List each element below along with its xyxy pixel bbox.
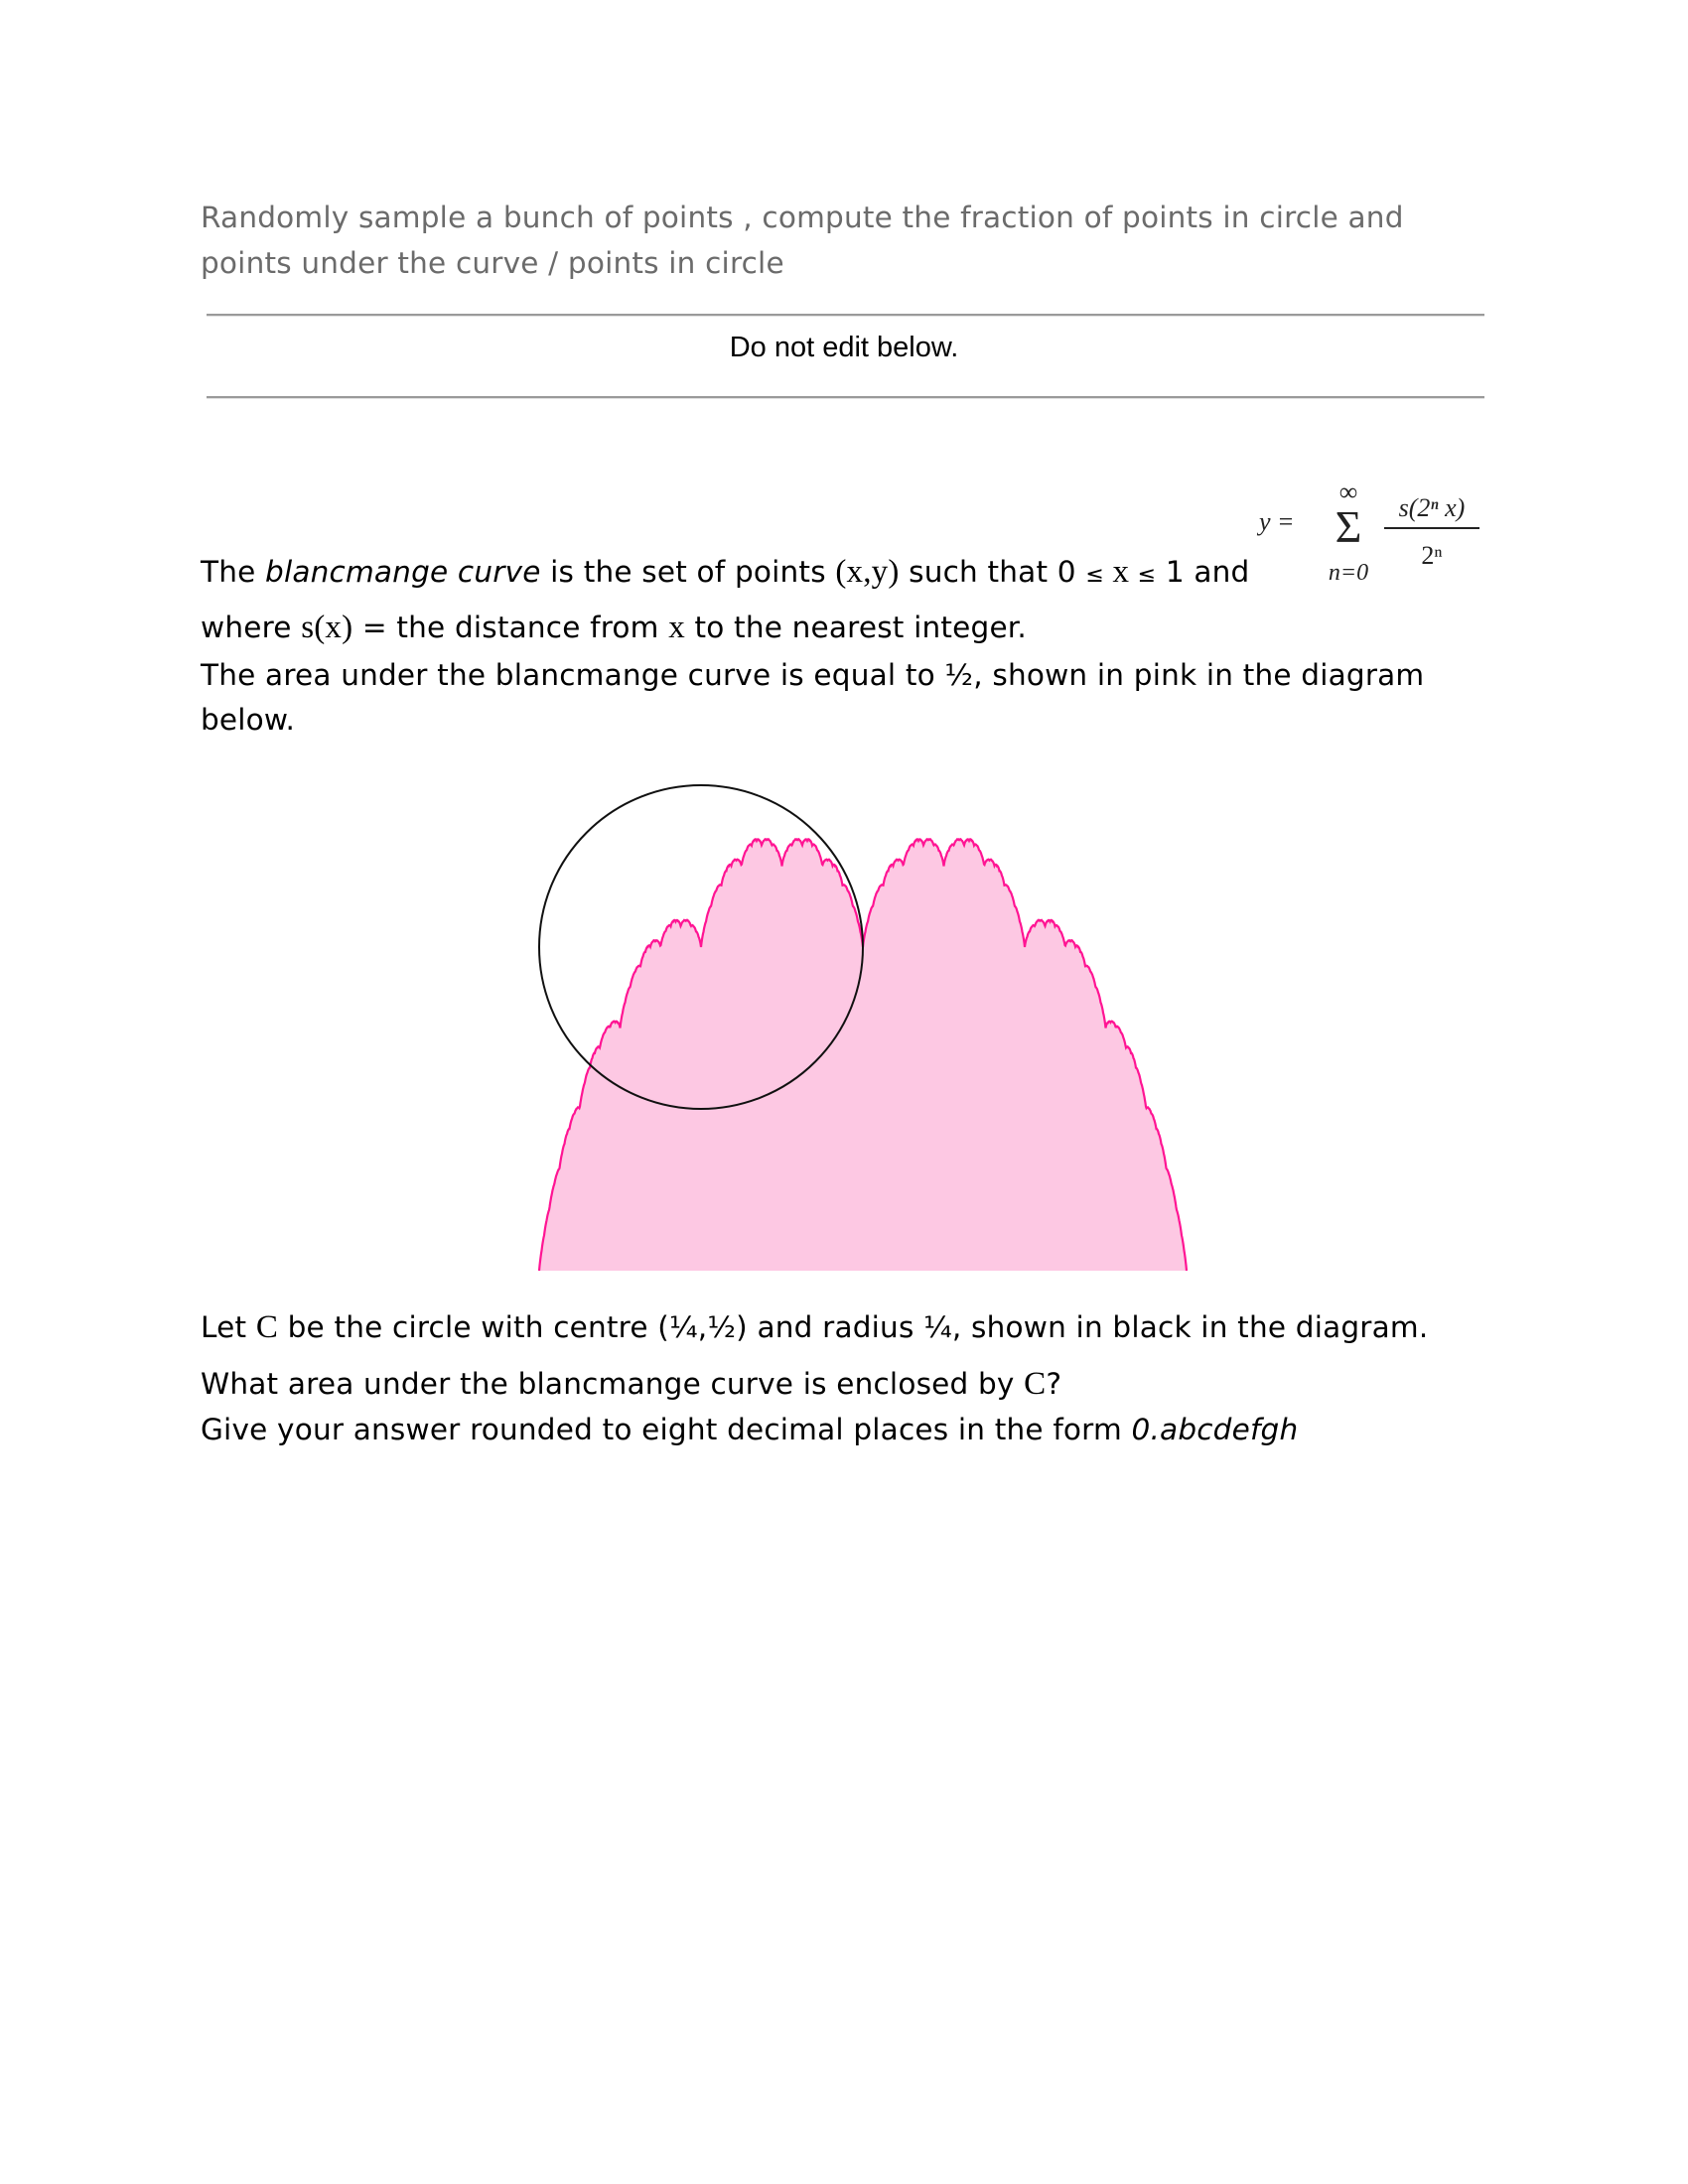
definition-line-1 — [201, 554, 1249, 591]
text-segment: What area under the blancmange curve is enclosed by — [201, 1367, 1025, 1401]
text-segment: The — [201, 555, 266, 589]
text-segment: where — [201, 611, 302, 644]
formula-upper-limit: ∞ — [1338, 478, 1358, 506]
question-line-1 — [201, 1309, 1428, 1346]
divider-bottom — [207, 396, 1484, 399]
curve-area-fill — [539, 839, 1187, 1271]
question-line-2 — [201, 1366, 1061, 1403]
text-segment: ? — [1046, 1367, 1062, 1401]
note-line-2: points under the curve / points in circle — [201, 246, 784, 280]
definition-line-2 — [201, 610, 1027, 646]
sigma-icon: Σ — [1335, 501, 1362, 552]
text-segment: Give your answer rounded to eight decimal places in the form — [201, 1413, 1132, 1446]
text-segment: such that 0 — [899, 555, 1086, 589]
le-symbol: ≤ — [1137, 563, 1157, 588]
math-x: x — [1104, 554, 1138, 590]
formula-numerator: s(2ⁿ x) — [1398, 493, 1466, 522]
do-not-edit-banner: Do not edit below. — [729, 332, 959, 363]
divider-top — [207, 314, 1484, 317]
math-xy: (x,y) — [835, 554, 900, 590]
math-sx: s(x) — [301, 610, 353, 645]
blancmange-diagram — [516, 764, 1211, 1295]
text-segment: is the set of points — [540, 555, 836, 589]
formula-lhs: y = — [1259, 507, 1295, 536]
blancmange-formula — [1253, 471, 1491, 586]
diagram-canvas — [516, 764, 1211, 1291]
question-line-3 — [201, 1413, 1298, 1446]
text-segment: 1 and — [1156, 555, 1250, 589]
math-c: C — [255, 1309, 279, 1345]
text-segment: = the distance from — [352, 611, 669, 644]
math-x: x — [668, 610, 685, 645]
formula-lower-limit: n=0 — [1328, 560, 1369, 586]
text-segment: be the circle with centre (¼,½) and radius ¼, shown in black in the diagram. — [278, 1310, 1429, 1344]
le-symbol: ≤ — [1085, 563, 1104, 588]
term-blancmange-curve: blancmange curve — [265, 555, 541, 589]
answer-format: 0.abcdefgh — [1131, 1413, 1299, 1446]
text-segment: to the nearest integer. — [684, 611, 1027, 644]
area-line-2: below. — [201, 703, 296, 737]
note-line-1: Randomly sample a bunch of points , compute the fraction of points in circle and — [201, 201, 1404, 234]
text-segment: Let — [201, 1310, 256, 1344]
area-line-1: The area under the blancmange curve is equal to ½, shown in pink in the diagram — [201, 658, 1425, 692]
formula-denominator: 2ⁿ — [1421, 541, 1443, 570]
math-c: C — [1024, 1366, 1047, 1402]
